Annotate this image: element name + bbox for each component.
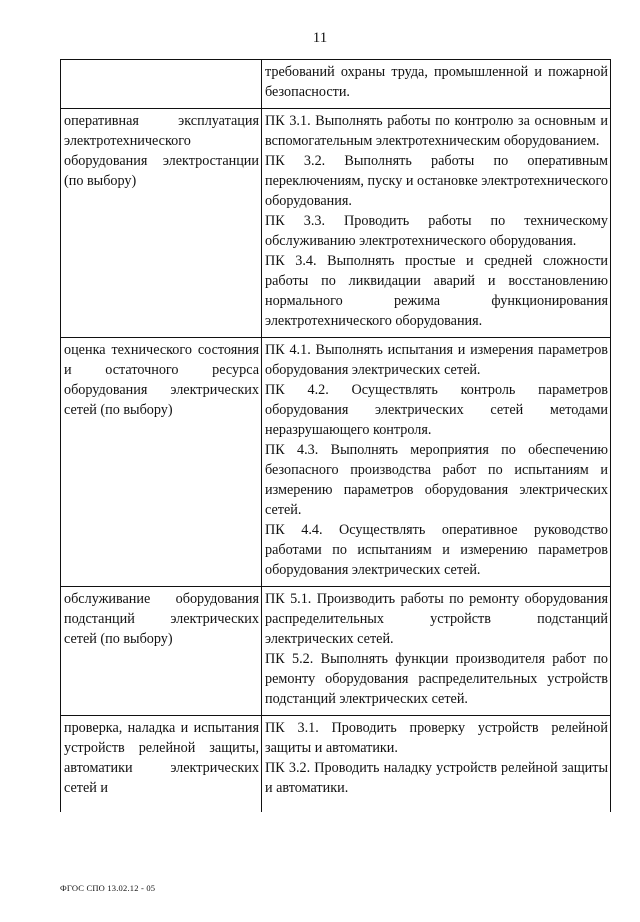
activity-cell: проверка, наладка и испытания устройств релейной защиты, автоматики электрических сетей и <box>61 716 262 813</box>
table-row <box>61 109 611 338</box>
competency-item: ПК 3.1. Выполнять работы по контролю за основным и вспомогательным электротехническим оборудованием. <box>265 113 608 149</box>
activity-cell: оценка технического состояния и остаточного ресурса оборудования электрических сетей (по выбору) <box>61 338 262 587</box>
competencies-cell <box>262 109 611 338</box>
competencies-cell <box>262 338 611 587</box>
competency-item: ПК 4.4. Осуществлять оперативное руководство работами по испытаниям и измерению параметров оборудования электрических сетей. <box>265 522 608 578</box>
table-row <box>61 338 611 587</box>
competency-item: ПК 3.4. Выполнять простые и средней сложности работы по ликвидации аварий и восстановлению нормального режима функционирования электротехнического оборудования. <box>265 253 608 329</box>
table-row <box>61 716 611 813</box>
competency-item: ПК 5.2. Выполнять функции производителя работ по ремонту оборудования распределительных устройств подстанций электрических сетей. <box>265 651 608 707</box>
competency-item: ПК 3.3. Проводить работы по техническому обслуживанию электротехнического оборудования. <box>265 213 608 249</box>
table-row <box>61 587 611 716</box>
competency-item: ПК 4.2. Осуществлять контроль параметров оборудования электрических сетей методами неразрушающего контроля. <box>265 382 608 438</box>
competency-item: ПК 3.1. Проводить проверку устройств релейной защиты и автоматики. <box>265 720 608 756</box>
competency-item: ПК 5.1. Производить работы по ремонту оборудования распределительных устройств подстанций электрических сетей. <box>265 591 608 647</box>
competencies-cell <box>262 60 611 109</box>
table-row <box>61 60 611 109</box>
competency-item: ПК 3.2. Выполнять работы по оперативным переключениям, пуску и остановке электротехнического оборудования. <box>265 153 608 209</box>
competency-table <box>60 59 611 812</box>
competency-item: ПК 3.2. Проводить наладку устройств релейной защиты и автоматики. <box>265 760 608 796</box>
activity-cell: оперативная эксплуатация электротехнического оборудования электростанции (по выбору) <box>61 109 262 338</box>
document-footer: ФГОС СПО 13.02.12 - 05 <box>60 883 156 893</box>
page-number: 11 <box>312 30 328 46</box>
competency-item: ПК 4.1. Выполнять испытания и измерения параметров оборудования электрических сетей. <box>265 342 608 378</box>
competencies-cell <box>262 587 611 716</box>
competency-item: требований охраны труда, промышленной и пожарной безопасности. <box>265 64 608 100</box>
competency-item: ПК 4.3. Выполнять мероприятия по обеспечению безопасного производства работ по испытаниям и измерению параметров оборудования электрических сетей. <box>265 442 608 518</box>
activity-cell <box>61 60 262 109</box>
competencies-cell <box>262 716 611 813</box>
activity-cell: обслуживание оборудования подстанций электрических сетей (по выбору) <box>61 587 262 716</box>
